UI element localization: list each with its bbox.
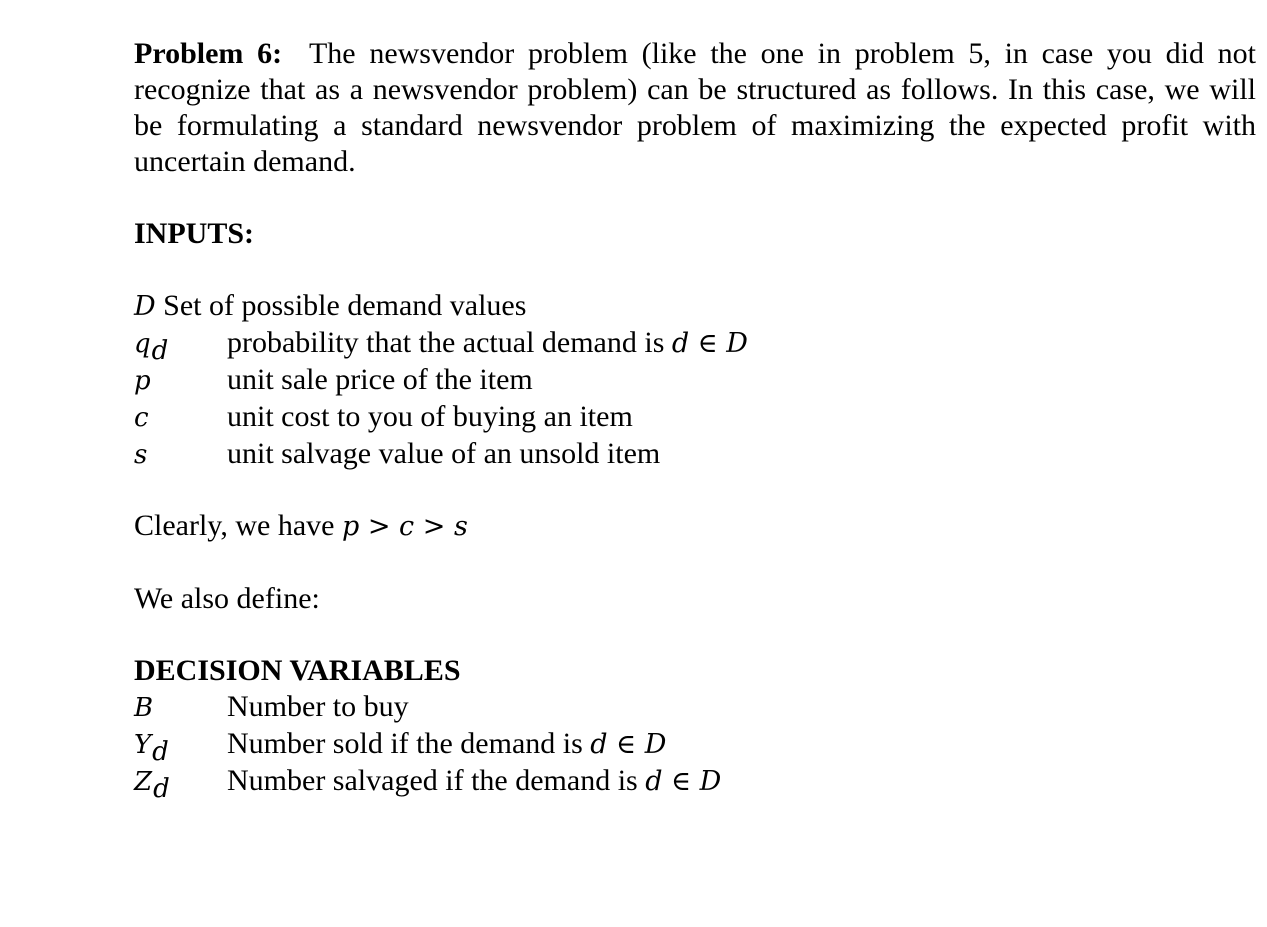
input-row xyxy=(134,399,1256,436)
problem-statement xyxy=(134,36,1256,180)
input-symbol: q xyxy=(134,329,151,359)
input-description: unit salvage value of an unsold item xyxy=(227,437,661,470)
input-row xyxy=(134,436,1256,473)
decision-variables-heading: DECISION VARIABLES xyxy=(134,654,461,687)
input-subscript: d xyxy=(151,336,169,366)
variable-row xyxy=(134,726,1256,767)
variable-symbol: Y xyxy=(134,730,152,760)
inputs-heading: INPUTS: xyxy=(134,217,255,250)
input-symbol: c xyxy=(134,403,149,433)
decision-variables-list xyxy=(134,689,1256,804)
problem-text: The newsvendor problem (like the one in problem 5, in case you did not recognize that as a newsvendor problem) can be structured as follows. In this case, we will be formulating a standard newsvendor problem of maximizing the expected profit with uncertain demand. xyxy=(134,37,1256,178)
set-symbol: D xyxy=(134,291,156,322)
clearly-text: Clearly, we have xyxy=(134,509,335,542)
variable-subscript: d xyxy=(153,774,170,804)
also-define-text: We also define: xyxy=(134,582,320,615)
variable-row xyxy=(134,763,1256,804)
variable-math: d ∈ D xyxy=(590,729,667,760)
input-description: probability that the actual demand is xyxy=(227,326,665,359)
input-set-row xyxy=(134,288,1256,325)
variable-math: d ∈ D xyxy=(645,766,722,797)
variable-symbol: Z xyxy=(134,767,153,797)
variable-symbol: B xyxy=(134,693,154,723)
clearly-statement xyxy=(134,508,1256,545)
input-description: unit sale price of the item xyxy=(227,363,533,396)
variable-description: Number salvaged if the demand is xyxy=(227,764,638,797)
input-symbol: s xyxy=(134,440,148,470)
document-page xyxy=(134,36,1256,804)
variable-description: Number sold if the demand is xyxy=(227,727,583,760)
variable-row xyxy=(134,689,1256,726)
variable-description: Number to buy xyxy=(227,690,409,723)
input-row xyxy=(134,325,1256,366)
input-description: unit cost to you of buying an item xyxy=(227,400,633,433)
variable-subscript: d xyxy=(152,737,169,767)
set-description: Set of possible demand values xyxy=(163,289,527,322)
clearly-math: p > c > s xyxy=(341,511,468,542)
input-math: d ∈ D xyxy=(671,328,748,359)
input-symbol: p xyxy=(134,366,151,396)
input-row xyxy=(134,362,1256,399)
problem-label: Problem 6: xyxy=(134,37,283,70)
inputs-list xyxy=(134,288,1256,473)
